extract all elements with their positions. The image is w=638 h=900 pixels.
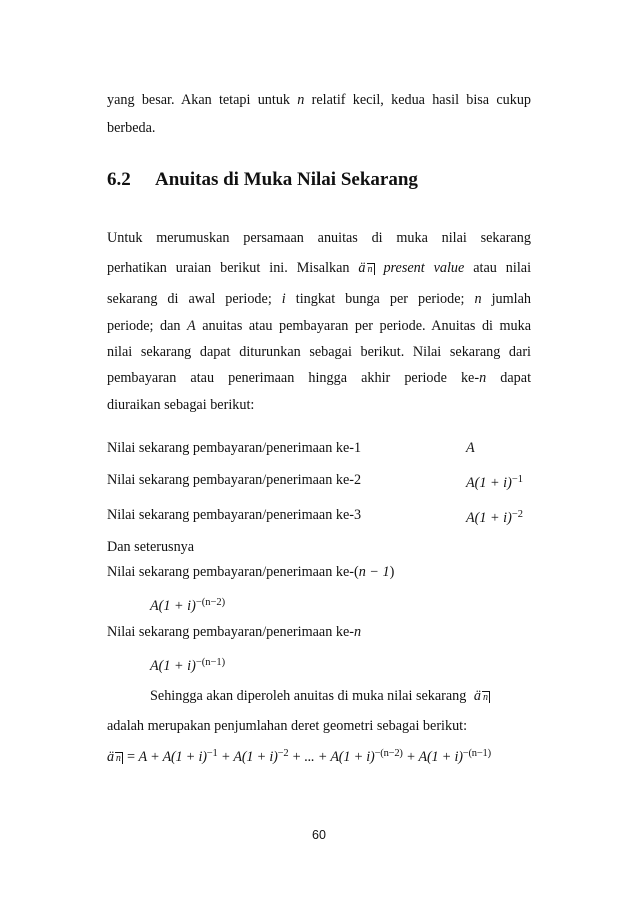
text-span: tingkat bunga per periode;	[295, 291, 465, 307]
text-span: Nilai sekarang pembayaran/penerimaan ke-(	[107, 564, 359, 580]
text-span: sekarang di awal periode;	[107, 291, 272, 307]
symbol-subscript: n	[115, 753, 121, 764]
math-expression: n − 1	[358, 564, 390, 580]
equation-term: = A + A(1 + i)	[126, 749, 207, 765]
list-item-value-1: A	[466, 440, 475, 456]
list-item-value-2	[466, 470, 523, 493]
formula-base: A(1 + i)	[150, 658, 196, 674]
formula-base: A(1 + i)	[466, 475, 512, 491]
equation-term: + ... + A(1 + i)	[291, 749, 375, 765]
equation-exponent: −1	[206, 748, 218, 759]
math-n: n	[479, 370, 487, 386]
section-number: 6.2	[107, 169, 131, 190]
symbol-subscript: n	[367, 264, 373, 275]
annuity-due-symbol	[474, 688, 490, 704]
text-span: yang besar. Akan tetapi untuk	[107, 92, 291, 108]
para2-line4	[107, 316, 531, 336]
text-span: dapat	[500, 370, 532, 386]
text-span: )	[389, 564, 395, 580]
symbol-a: ä	[473, 688, 482, 704]
para3-line1	[150, 686, 531, 708]
math-n: n	[297, 92, 305, 108]
section-title: Anuitas di Muka Nilai Sekarang	[155, 169, 418, 190]
para3-line2: adalah merupakan penjumlahan deret geometri sebagai berikut:	[107, 718, 468, 734]
annuity-equation	[107, 744, 531, 769]
formula-base: A(1 + i)	[466, 510, 512, 526]
formula-exponent: −1	[511, 474, 523, 485]
text-span: periode; dan	[107, 318, 181, 334]
math-i: i	[281, 291, 286, 307]
text-span: Nilai sekarang pembayaran/penerimaan ke-	[107, 624, 354, 640]
math-A: A	[187, 318, 196, 334]
formula-exponent: −(n−1)	[195, 657, 226, 668]
formula-n	[150, 653, 225, 676]
para2-line6	[107, 368, 531, 388]
formula-exponent: −2	[511, 509, 523, 520]
text-span: jumlah	[491, 291, 531, 307]
para2-line1: Untuk merumuskan persamaan anuitas di muka nilai sekarang	[107, 230, 531, 246]
formula-exponent: −(n−2)	[195, 597, 226, 608]
list-item-label-3: Nilai sekarang pembayaran/penerimaan ke-3	[107, 507, 362, 523]
section-heading	[107, 168, 418, 192]
list-item-label-1: Nilai sekarang pembayaran/penerimaan ke-1	[107, 440, 362, 456]
present-value-term: present value	[383, 260, 465, 276]
annuity-due-symbol	[107, 749, 123, 765]
text-span: pembayaran atau penerimaan hingga akhir periode ke-	[107, 370, 480, 386]
list-item-value-3	[466, 505, 523, 528]
annuity-due-symbol	[358, 260, 374, 276]
equation-term: + A(1 + i)	[220, 749, 278, 765]
text-span: Sehingga akan diperoleh anuitas di muka nilai sekarang	[150, 688, 467, 704]
para2-line3	[107, 289, 531, 309]
list-item-label-n	[107, 622, 361, 642]
equation-exponent: −2	[277, 748, 289, 759]
symbol-a: ä	[358, 260, 366, 276]
list-item-label-n-minus-1	[107, 562, 394, 582]
equation-exponent: −(n−2)	[374, 748, 403, 759]
list-item-label-2: Nilai sekarang pembayaran/penerimaan ke-2	[107, 472, 362, 488]
para2-line7: diuraikan sebagai berikut:	[107, 397, 255, 413]
para2-line2	[107, 258, 531, 280]
text-span: anuitas atau pembayaran per periode. Anuitas di muka	[202, 318, 532, 334]
math-n: n	[353, 624, 362, 640]
text-span: relatif kecil, kedua hasil bisa cukup	[311, 92, 532, 108]
equation-term: + A(1 + i)	[406, 749, 463, 765]
continuation-text: Dan seterusnya	[107, 539, 195, 555]
para1-line1	[107, 90, 531, 110]
text-span: atau nilai	[473, 260, 532, 276]
symbol-subscript: n	[483, 692, 489, 703]
page-number: 60	[312, 828, 326, 842]
para2-line5: nilai sekarang dapat diturunkan sebagai berikut. Nilai sekarang dari	[107, 344, 531, 360]
para1-line2: berbeda.	[107, 120, 156, 136]
equation-exponent: −(n−1)	[462, 748, 491, 759]
math-n: n	[474, 291, 482, 307]
formula-n-minus-1	[150, 593, 225, 616]
text-span: perhatikan uraian berikut ini. Misalkan	[107, 260, 350, 276]
symbol-a: ä	[107, 749, 114, 765]
formula-base: A(1 + i)	[150, 598, 196, 614]
